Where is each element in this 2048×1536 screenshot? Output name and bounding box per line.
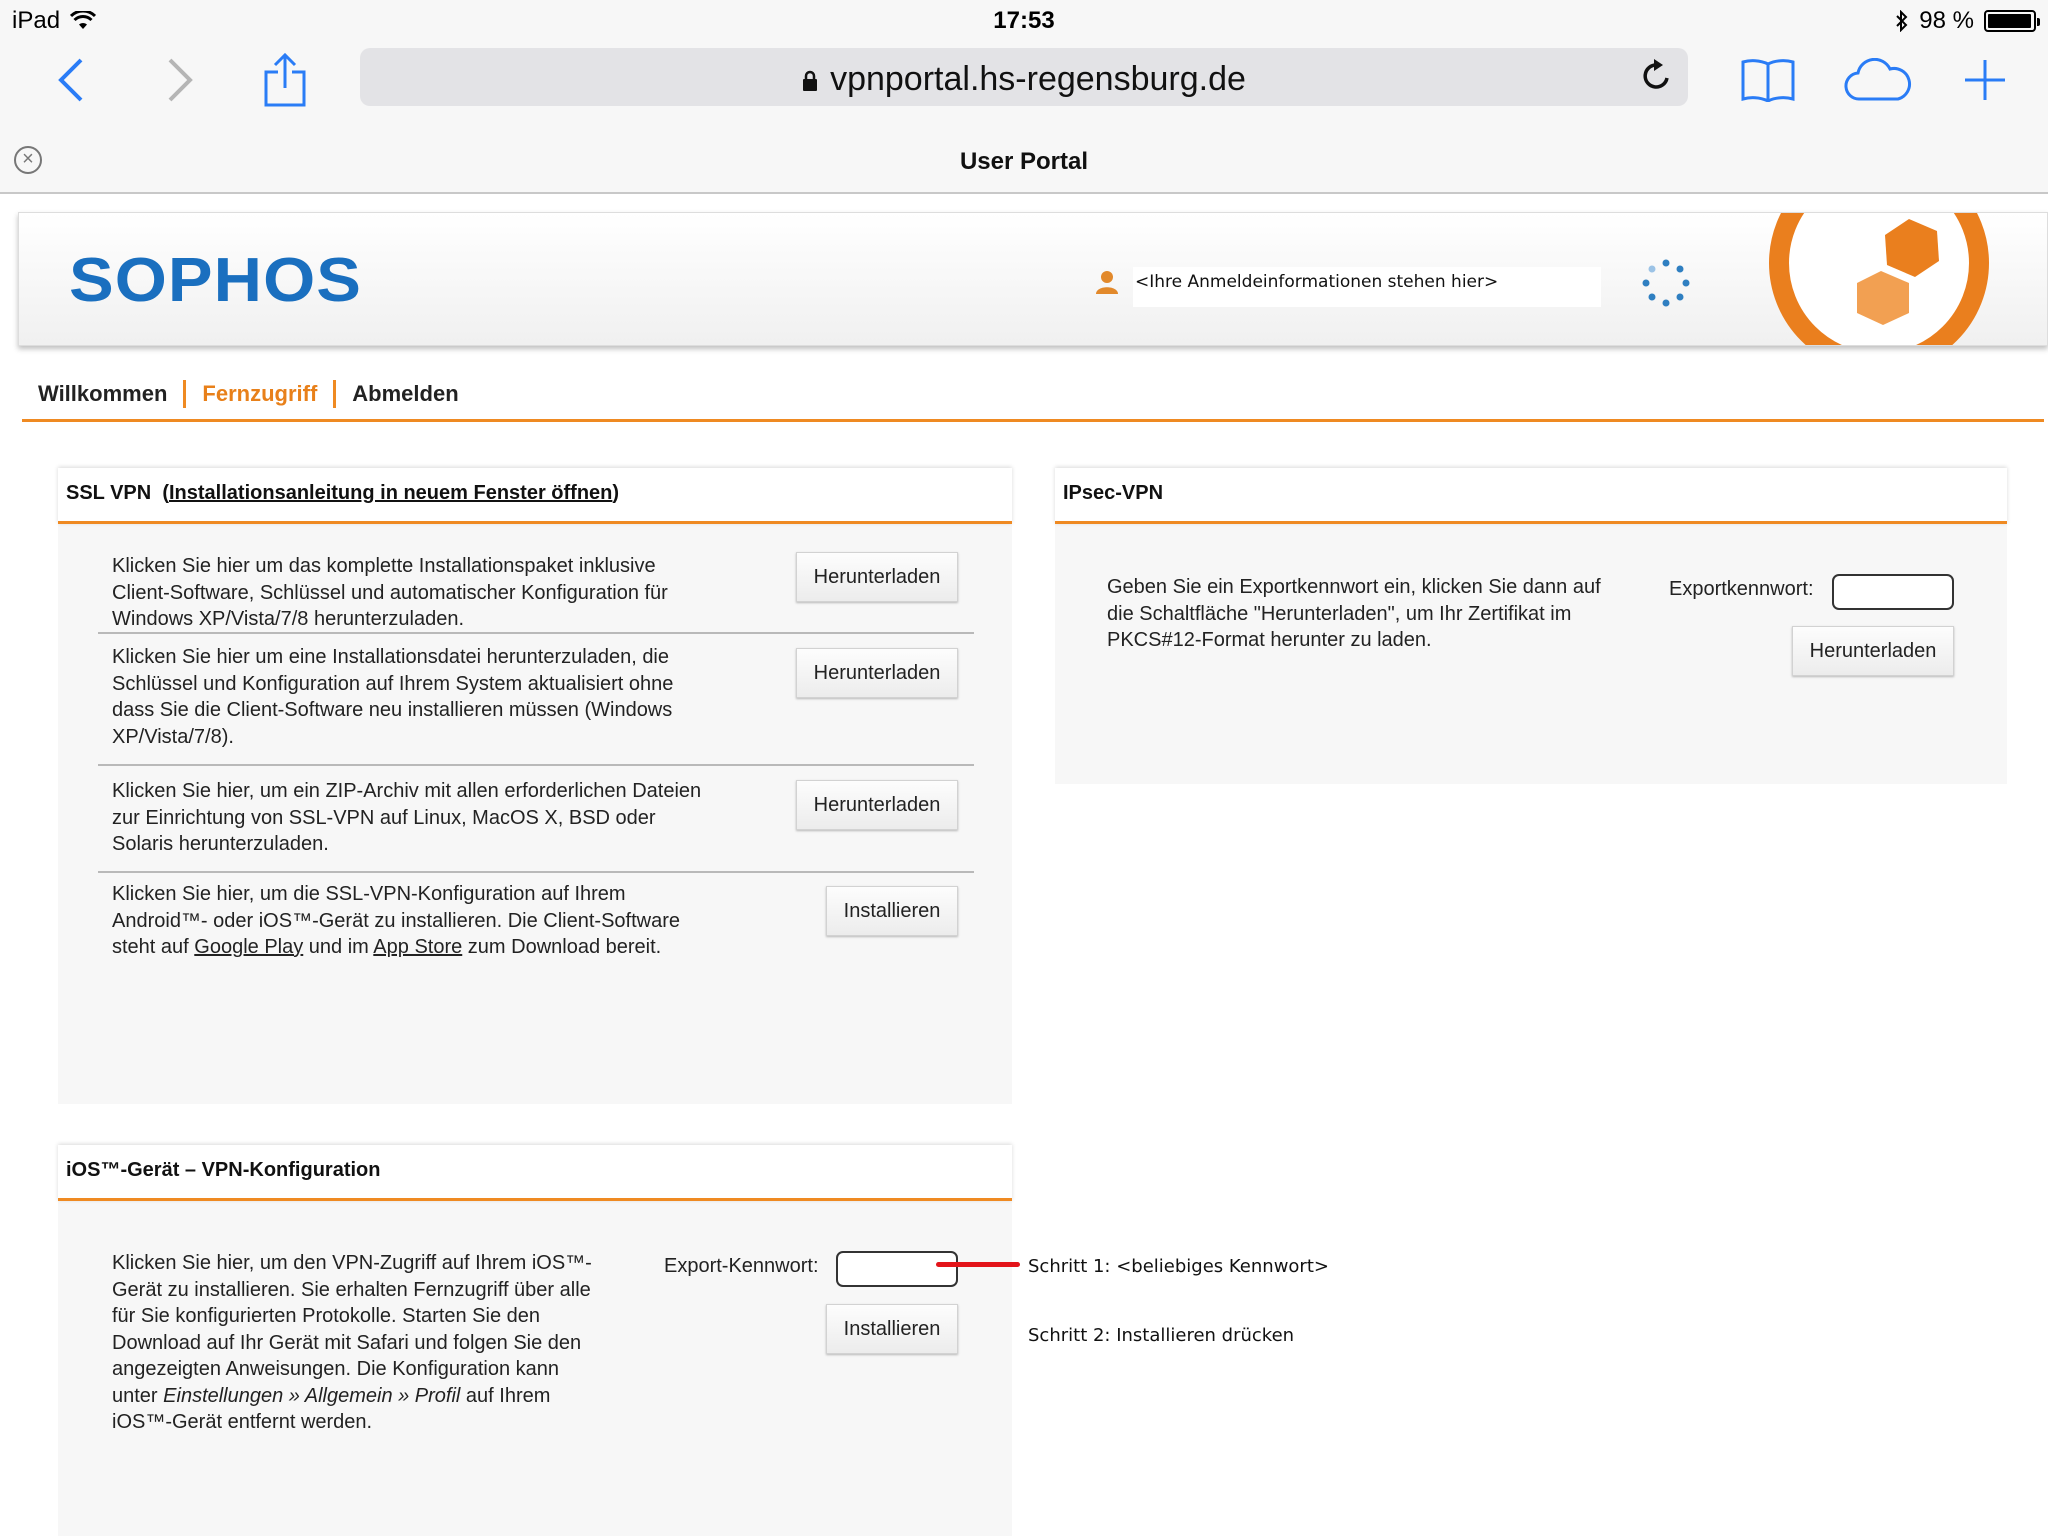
tab-bar <box>0 130 2048 194</box>
new-tab-button[interactable] <box>1950 50 2020 110</box>
annotation-marker <box>936 1262 1020 1267</box>
user-icon <box>1094 269 1120 295</box>
icloud-tabs-button[interactable] <box>1844 50 1914 110</box>
ssl-row-config-update <box>98 636 974 766</box>
nav-fernzugriff[interactable]: Fernzugriff <box>202 380 318 406</box>
status-bar <box>0 0 2048 40</box>
tab-title[interactable]: User Portal <box>959 148 1089 175</box>
ssl-row-text: Klicken Sie hier um das komplette Installationspaket inklusive Client-Software, Schlüssel und automatischer Konfiguration für Windows XP/Vista/7/8 herunterzuladen. <box>112 555 668 630</box>
bookmarks-button[interactable] <box>1733 50 1803 110</box>
ssl-row-text: Klicken Sie hier um eine Installationsdatei herunterzuladen, die Schlüssel und Konfiguration auf Ihrem System aktualisiert ohne dass Sie die Client-Software neu installieren müssen (Windows XP/Vista/7/8). <box>112 646 674 748</box>
annotation-step-1: Schritt 1: <beliebiges Kennwort> <box>1028 1256 1329 1277</box>
nav-willkommen[interactable]: Willkommen <box>38 380 168 406</box>
ssl-row-full-package <box>98 556 974 634</box>
battery-icon <box>1984 10 2036 32</box>
ios-vpn-heading: iOS™-Gerät – VPN-Konfiguration <box>58 1145 1012 1201</box>
sophos-logo: SOPHOS <box>69 246 363 315</box>
battery-percent: 98 % <box>1919 7 1974 34</box>
device-name: iPad <box>12 7 61 34</box>
portal-header <box>18 212 2048 346</box>
chevron-left-icon <box>56 57 86 103</box>
url-text: vpnportal.hs-regensburg.de <box>830 60 1246 98</box>
cloud-icon <box>1844 58 1914 102</box>
ssl-vpn-heading: SSL VPN (Installationsanleitung in neuem Fenster öffnen) <box>58 468 1012 524</box>
download-full-package-button[interactable]: Herunterladen <box>796 552 958 602</box>
plus-icon <box>1963 58 2007 102</box>
ssl-row-zip-archive <box>98 768 974 873</box>
install-mobile-config-button[interactable]: Installieren <box>826 886 958 936</box>
ios-description: Klicken Sie hier, um den VPN-Zugriff auf Ihrem iOS™- Gerät zu installieren. Sie erhalten Fernzugriff über alle für Sie konfigurierten Protokolle. Starten Sie den Download auf Ihr Gerät mit Safari und folgen Sie den angezeigten Anweisungen. Die Konfiguration kann unter Einstellungen » Allgemein » Profil auf Ihrem iOS™-Gerät entfernt werden. <box>112 1252 592 1433</box>
ssl-row-mobile <box>98 875 974 985</box>
address-bar[interactable] <box>360 48 1688 106</box>
ipsec-description: Geben Sie ein Exportkennwort ein, klicken Sie dann auf die Schaltfläche "Herunterladen", um Ihr Zertifikat im PKCS#12-Format herunter zu laden. <box>1107 576 1601 651</box>
nav-abmelden[interactable]: Abmelden <box>352 380 459 406</box>
main-nav <box>22 368 2044 422</box>
ssl-row-text: Klicken Sie hier, um die SSL-VPN-Konfiguration auf Ihrem Android™- oder iOS™-Gerät zu installieren. Die Client-Software steht auf Google Play und im App Store zum Download bereit. <box>112 883 680 958</box>
export-password-label: Exportkennwort: <box>1669 578 1814 600</box>
back-button[interactable] <box>36 50 106 110</box>
lock-icon <box>802 70 818 92</box>
ios-vpn-panel <box>58 1145 1012 1536</box>
forward-button[interactable] <box>145 50 215 110</box>
ios-install-button[interactable]: Installieren <box>826 1304 958 1354</box>
bluetooth-icon <box>1895 10 1909 32</box>
ipsec-vpn-panel <box>1055 468 2007 784</box>
ssl-vpn-title: SSL VPN <box>66 482 152 504</box>
ios-export-password-input[interactable] <box>836 1251 958 1287</box>
browser-toolbar <box>0 40 2048 130</box>
clock: 17:53 <box>993 7 1055 34</box>
ipsec-download-button[interactable]: Herunterladen <box>1792 626 1954 676</box>
export-password-label: Export-Kennwort: <box>664 1255 819 1277</box>
ipsec-vpn-heading: IPsec-VPN <box>1055 468 2007 524</box>
download-config-update-button[interactable]: Herunterladen <box>796 648 958 698</box>
loading-spinner-icon <box>1641 258 1691 308</box>
reload-icon[interactable] <box>1640 58 1674 94</box>
ipsec-export-password-input[interactable] <box>1832 574 1954 610</box>
download-zip-archive-button[interactable]: Herunterladen <box>796 780 958 830</box>
ssl-vpn-panel <box>58 468 1012 1104</box>
sophos-emblem-icon <box>1759 212 1999 346</box>
annotation-step-2: Schritt 2: Installieren drücken <box>1028 1325 1295 1346</box>
user-info: <Ihre Anmeldeinformationen stehen hier> <box>1133 267 1601 307</box>
share-button[interactable] <box>250 50 320 110</box>
installation-guide-link[interactable]: Installationsanleitung in neuem Fenster öffnen <box>169 482 613 504</box>
book-icon <box>1740 58 1796 102</box>
close-tab-icon[interactable]: × <box>14 146 42 174</box>
ssl-row-text: Klicken Sie hier, um ein ZIP-Archiv mit allen erforderlichen Dateien zur Einrichtung von SSL-VPN auf Linux, MacOS X, BSD oder Solaris herunterzuladen. <box>112 780 702 855</box>
google-play-link[interactable]: Google Play <box>194 936 304 958</box>
chevron-right-icon <box>165 57 195 103</box>
share-icon <box>263 52 307 108</box>
app-store-link[interactable]: App Store <box>373 936 463 958</box>
